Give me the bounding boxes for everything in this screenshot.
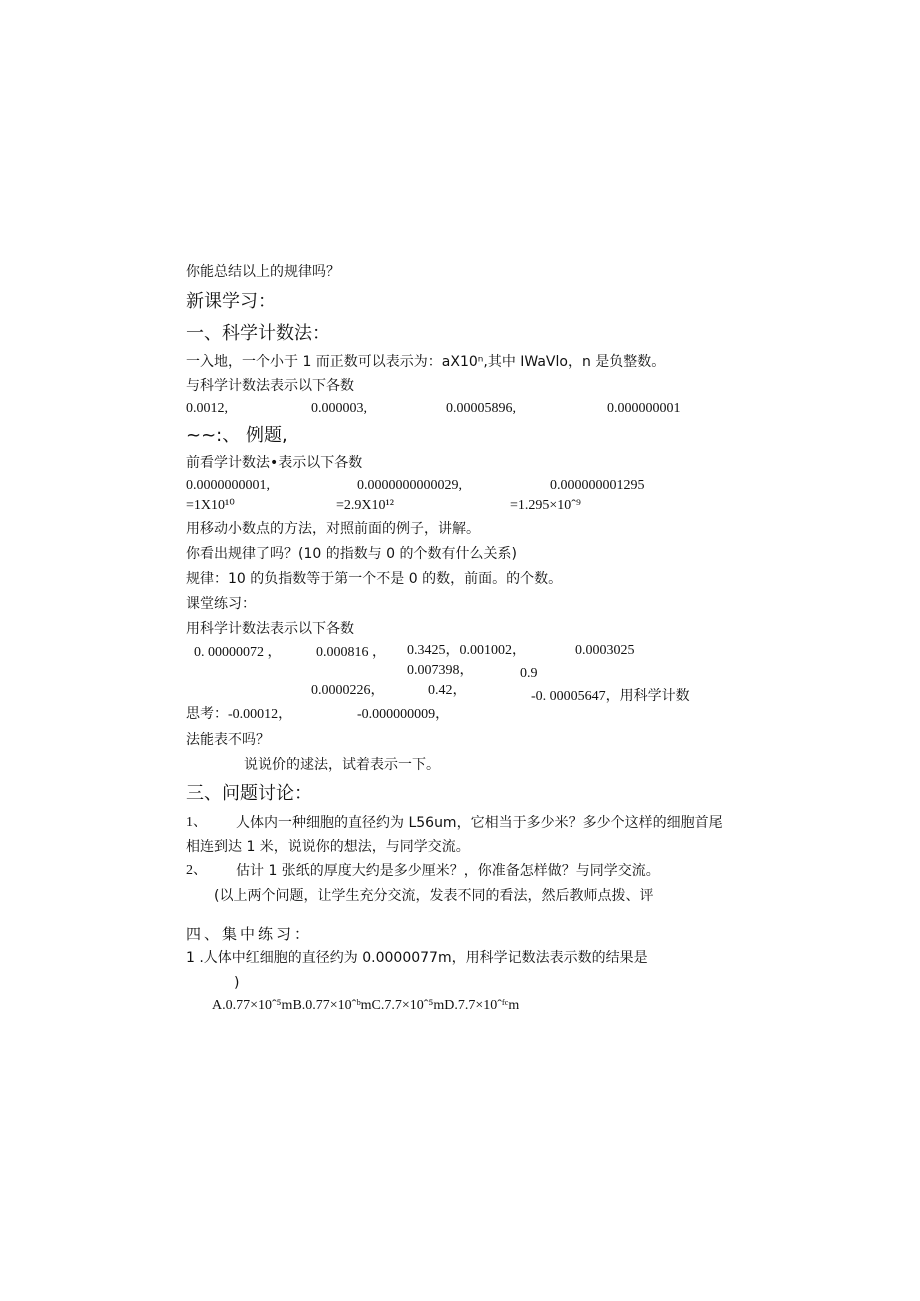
definition-text: 一入地，一个小于 1 而正数可以表示为：aX10ⁿ,其中 IWaVlo，n 是负整数。 (186, 354, 666, 370)
method-text: 用移动小数点的方法，对照前面的例子，讲解。 (186, 521, 480, 537)
example-answer: =1X10¹⁰ (186, 498, 235, 513)
rule-text: 规律：10 的负指数等于第一个不是 0 的数，前面。的个数。 (186, 571, 563, 587)
question-2-number: 2、 (186, 863, 207, 878)
classwork-number: 0.9 (520, 666, 538, 681)
classwork-number: 0.0003025 (575, 643, 635, 658)
think-text: 思考：-0.00012， (186, 707, 293, 722)
example-answer: =1.295×10ˆ⁹ (510, 498, 581, 513)
exercise-number: 0.00005896, (446, 401, 516, 416)
section-1-title: 一、科学计数法： (186, 323, 330, 344)
think-text-2: 法能表不吗？ (186, 732, 270, 748)
exercise-prompt: 与科学计数法表示以下各数 (186, 378, 354, 394)
pattern-question: 你看出规律了吗？(10 的指数与 0 的个数有什么关系) (186, 546, 517, 562)
question-1-number: 1、 (186, 815, 207, 830)
classwork-number: 0. 00000072 ， (194, 645, 282, 660)
example-number: 0.000000001295 (550, 478, 645, 493)
example-number: 0.0000000000029, (357, 478, 462, 493)
think-text-3: 说说价的逑法，试着表示一下。 (244, 757, 440, 773)
classwork-number: 0.3425，0.001002， (407, 643, 526, 658)
question-2-text: 估计 1 张纸的厚度大约是多少厘米？，你准备怎样做？与同学交流。 (236, 863, 660, 879)
teacher-note: (以上两个问题，让学生充分交流，发表不同的看法，然后教师点拨、评 (214, 888, 654, 904)
section-3-title: 三、问题讨论： (186, 783, 312, 804)
example-answer: =2.9X10¹² (336, 498, 394, 513)
intro-question: 你能总结以上的规律吗？ (186, 264, 340, 280)
section-2-title: ~~:、 例题, (186, 425, 288, 446)
classwork-number: 0.42， (428, 683, 467, 698)
think-number: -0.000000009， (357, 707, 450, 722)
example-number: 0.0000000001, (186, 478, 270, 493)
classwork-number: 0.007398， (407, 663, 474, 678)
classwork-heading: 课堂练习： (186, 596, 256, 612)
section-4-title: 四、集中练习： (186, 925, 313, 943)
exercise-number: 0.0012, (186, 401, 228, 416)
question-1-text: 人体内一种细胞的直径约为 L56um，它相当于多少米？多少个这样的细胞首尾 (236, 815, 723, 831)
classwork-number: 0.000816 ， (316, 645, 386, 660)
classwork-number: -0. 00005647，用科学计数 (531, 689, 690, 703)
question-1-continued: 相连到达 1 米，说说你的想法，与同学交流。 (186, 839, 470, 855)
example-prompt: 前看学计数法•表示以下各数 (186, 455, 363, 471)
new-lesson-heading: 新课学习： (186, 291, 276, 312)
problem-1-text: 1 .人体中红细胞的直径约为 0.0000077m，用科学记数法表示数的结果是 (186, 950, 648, 966)
exercise-number: 0.000003, (311, 401, 367, 416)
problem-1-paren: ) (234, 975, 240, 991)
problem-1-options: A.0.77×10ˆ⁵mB.0.77×10ˆᵇmC.7.7×10ˆ⁵mD.7.7×10ˆᶠᶜm (212, 998, 520, 1013)
exercise-number: 0.000000001 (607, 401, 681, 416)
classwork-number: 0.0000226， (311, 683, 385, 698)
classwork-prompt: 用科学计数法表示以下各数 (186, 621, 354, 637)
